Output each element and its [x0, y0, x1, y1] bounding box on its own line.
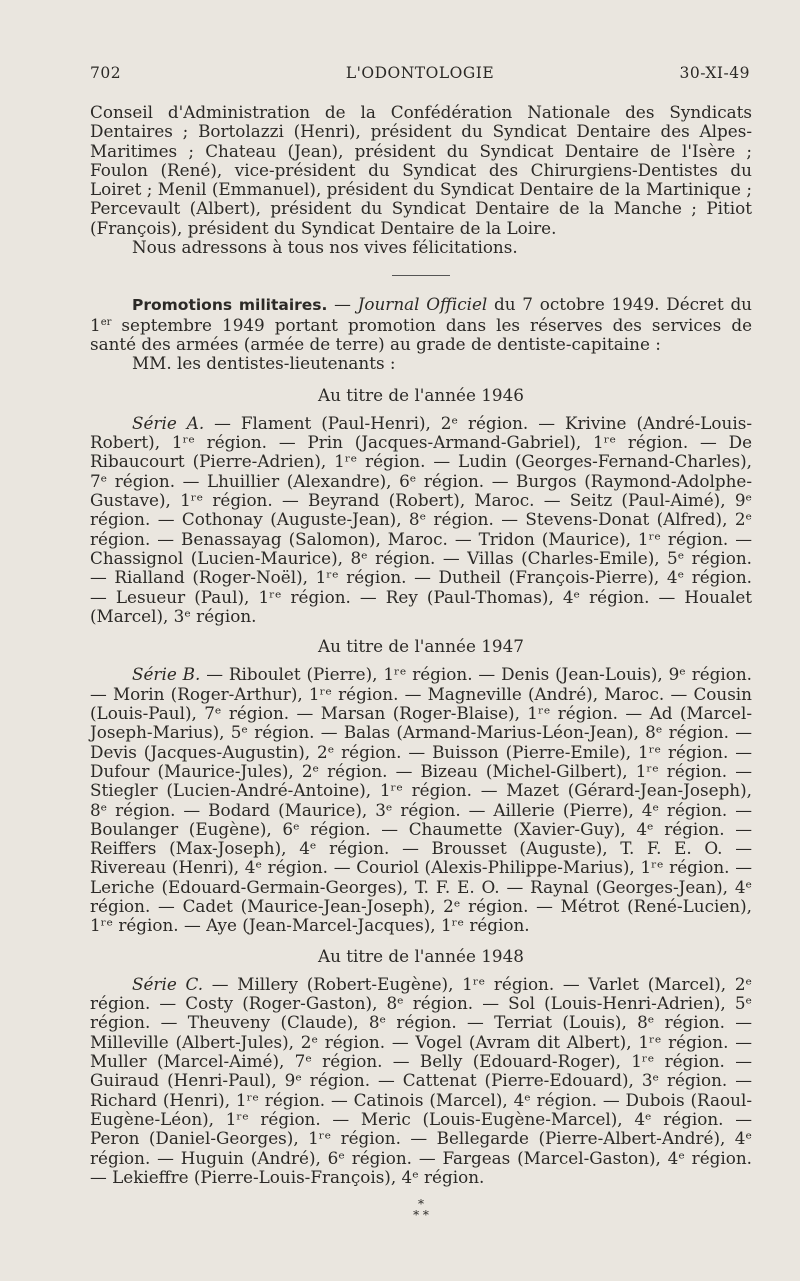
page-number: 702	[90, 64, 122, 82]
end-ornament	[90, 1199, 752, 1221]
decree-text-a: du 7 octobre 1949. Décret du 1	[90, 294, 752, 335]
promotions-paragraph	[90, 295, 752, 354]
serie-label: Série B.	[132, 664, 201, 685]
running-title: L'ODONTOLOGIE	[345, 64, 495, 82]
ornament-top: *	[418, 1197, 424, 1212]
section-heading-1948: Au titre de l'année 1948	[318, 945, 524, 966]
journal-dash: —	[327, 294, 358, 315]
closing-sentence: Nous adressons à tous nos vives félicitations.	[132, 237, 518, 258]
intro-paragraph: Conseil d'Administration de la Confédération Nationale des Syndicats Dentaires ; Bortolazzi (Henri), président du Syndicat Dentaire des Alpes-Maritimes ; Chateau (Jean), président du Syndicat Dentaire de l'Isère ; Foulon (René), vice-président du Syndicat des Chirurgiens-Dentistes du Loiret ; Menil (Emmanuel), président du Syndicat Dentaire de la Martinique ; Percevault (Albert), président du Syndicat Dentaire de la Manche ; Pitiot (François), président du Syndicat Dentaire de la Loire.	[90, 102, 752, 238]
names-list: — Flament (Paul-Henri), 2ᵉ région. — Krivine (André-Louis-Robert), 1ʳᵉ région. — Prin (Jacques-Armand-Gabriel), 1ʳᵉ région. — De Ribaucourt (Pierre-Adrien), 1ʳᵉ région. — Ludin (Georges-Fernand-Charles), 7ᵉ région. — Lhuillier (Alexandre), 6ᵉ région. — Burgos (Raymond-Adolphe-Gustave), 1ʳᵉ région. — Beyrand (Robert), Maroc. — Seitz (Paul-Aimé), 9ᵉ région. — Cothonay (Auguste-Jean), 8ᵉ région. — Stevens-Donat (Alfred), 2ᵉ région. — Benassayag (Salomon), Maroc. — Tridon (Maurice), 1ʳᵉ région. — Chassignol (Lucien-Maurice), 8ᵉ région. — Villas (Charles-Emile), 5ᵉ région. — Rialland (Roger-Noël), 1ʳᵉ région. — Dutheil (François-Pierre), 4ᵉ région. — Lesueur (Paul), 1ʳᵉ région. — Rey (Paul-Thomas), 4ᵉ région. — Houalet (Marcel), 3ᵉ région.	[90, 412, 752, 626]
ornament-bottom: * *	[413, 1208, 429, 1223]
names-list: — Millery (Robert-Eugène), 1ʳᵉ région. — Varlet (Marcel), 2ᵉ région. — Costy (Roger-Gaston), 8ᵉ région. — Sol (Louis-Henri-Adrien), 5ᵉ région. — Theuveny (Claude), 8ᵉ région. — Terriat (Louis), 8ᵉ région. — Milleville (Albert-Jules), 2ᵉ région. — Vogel (Avram dit Albert), 1ʳᵉ région. — Muller (Marcel-Aimé), 7ᵉ région. — Belly (Edouard-Roger), 1ʳᵉ région. — Guiraud (Henri-Paul), 9ᵉ région. — Cattenat (Pierre-Edouard), 3ᵉ région. — Richard (Henri), 1ʳᵉ région. — Catinois (Marcel), 4ᵉ région. — Dubois (Raoul-Eugène-Léon), 1ʳᵉ région. — Meric (Louis-Eugène-Marcel), 4ᵉ région. — Peron (Daniel-Georges), 1ʳᵉ région. — Bellegarde (Pierre-Albert-André), 4ᵉ région. — Huguin (André), 6ᵉ région. — Fargeas (Marcel-Gaston), 4ᵉ région. — Lekieffre (Pierre-Louis-François), 4ᵉ région.	[90, 973, 752, 1187]
section-heading-1947: Au titre de l'année 1947	[318, 636, 524, 657]
list-1947	[90, 665, 752, 935]
article-body	[90, 103, 752, 1221]
list-1948	[90, 975, 752, 1187]
recipients-line: MM. les dentistes-lieutenants :	[132, 353, 396, 374]
ordinal-suffix: er	[100, 316, 112, 328]
page-header	[90, 64, 750, 84]
promotions-heading: Promotions militaires.	[132, 296, 328, 315]
names-list: — Riboulet (Pierre), 1ʳᵉ région. — Denis (Jean-Louis), 9ᵉ région. — Morin (Roger-Arthur), 1ʳᵉ région. — Magneville (André), Maroc. — Cousin (Louis-Paul), 7ᵉ région. — Marsan (Roger-Blaise), 1ʳᵉ région. — Ad (Marcel-Joseph-Marius), 5ᵉ région. — Balas (Armand-Marius-Léon-Jean), 8ᵉ région. — Devis (Jacques-Augustin), 2ᵉ région. — Buisson (Pierre-Emile), 1ʳᵉ région. — Dufour (Maurice-Jules), 2ᵉ région. — Bizeau (Michel-Gilbert), 1ʳᵉ région. — Stiegler (Lucien-André-Antoine), 1ʳᵉ région. — Mazet (Gérard-Jean-Joseph), 8ᵉ région. — Bodard (Maurice), 3ᵉ région. — Aillerie (Pierre), 4ᵉ région. — Boulanger (Eugène), 6ᵉ région. — Chaumette (Xavier-Guy), 4ᵉ région. — Reiffers (Max-Joseph), 4ᵉ région. — Brousset (Auguste), T. F. E. O. — Rivereau (Henri), 4ᵉ région. — Couriol (Alexis-Philippe-Marius), 1ʳᵉ région. — Leriche (Edouard-Germain-Georges), T. F. E. O. — Raynal (Georges-Jean), 4ᵉ région. — Cadet (Maurice-Jean-Joseph), 2ᵉ région. — Métrot (René-Lucien), 1ʳᵉ région. — Aye (Jean-Marcel-Jacques), 1ʳᵉ région.	[90, 664, 752, 936]
list-1946	[90, 414, 752, 626]
serie-label: Série A.	[132, 412, 205, 433]
section-divider	[392, 275, 450, 276]
section-heading-1946: Au titre de l'année 1946	[318, 384, 524, 405]
issue-date: 30-XI-49	[679, 64, 750, 82]
journal-name: Journal Officiel	[357, 294, 488, 315]
decree-text-b: septembre 1949 portant promotion dans les réserves des services de santé des armées (armée de terre) au grade de dentiste-capitaine :	[90, 314, 752, 354]
serie-label: Série C.	[132, 973, 204, 994]
